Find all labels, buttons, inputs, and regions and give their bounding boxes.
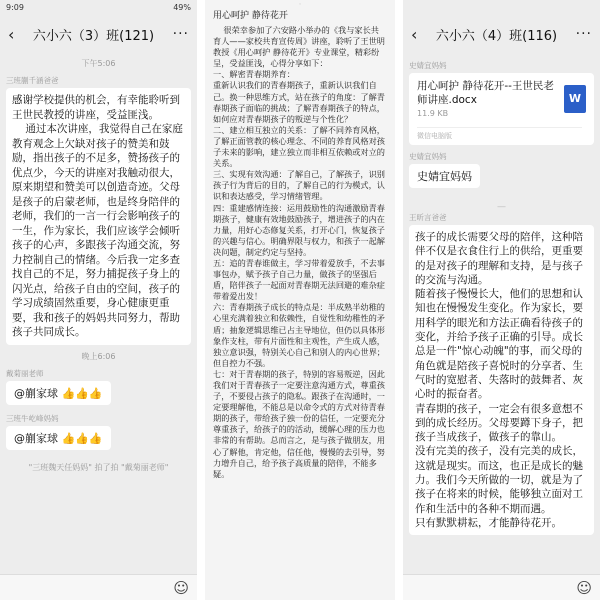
- article-body: 很荣幸参加了六安路小举办的《我与家长共育人——家校共育宣传周》讲座，聆听了王世明教授《用心呵护 静待花开》专业课堂，精彩纷呈，受益匪浅，心得分享如下： 一、解密青春期养育： 重新认识我们的青春期孩子，重新认识我们自己。换一种思维方式，站在孩子的角度：了解青春期孩子面临的挑战；了解青春期孩子的特点，如何应对青春期孩子的叛逆与个性化？ 二、建立相互独立的关系：了解不同养育风格，了解正面管教的核心理念、不同的养育风格对孩子未来的影响，建立独立而非相互依赖或对立的关系。 三、实现有效沟通：了解自己，了解孩子，识别孩子行为背后的目的，了解自己的行为模式，认识和表达感受，学习情绪管理。 四：重建感情连接：运用鼓励性的沟通激励青春期孩子，健康有效地鼓励孩子，增进孩子的内在力量，用好心态修复关系，打开心门，恢复孩子的兴趣与信心。明确界限与权力，和孩子一起解决问题，制定约定与坚持。 五：追的青春谁做主，学习带着爱放手，不去事事包办，赋予孩子自己力量，做孩子的坚强后盾，陪伴孩子一起面对青春期无法回避的难杂症带着爱出发！ 六：青春期孩子成长的特点是：半成熟半幼稚的心里充满着独立和依赖性，自觉性和幼稚性的矛盾；抽象逻辑思维已占主导地位，但仍以具体形象作支柱，带有片面性和主观性，产生成人感，独立意识强，特别关心自己和别人的内心世界；但自控力不强。 七：对于青春期的孩子，特别的容易叛逆，因此我们对于青春孩子一定要注意沟通方式，尊重孩子，不要侵占孩子的隐私。跟孩子在沟通时，一定要理解他，不能总是以命令式的方式对待青春期的孩子，带给孩子独一份的信任，一定要充分尊重孩子，给孩子的的活动，缓解心理的压力也非常的有帮助。总而言之，是与孩子做朋友，用心了解他，肯定他，信任他，慢慢的去引导，努力增升自己，给予孩子高质量的陪伴，不能多疑。: [213, 25, 385, 479]
- emoji-icon[interactable]: ☺: [576, 579, 592, 597]
- pull-handle: ·: [298, 0, 302, 10]
- input-bar[interactable]: [0, 574, 197, 600]
- message-bubble[interactable]: 孩子的成长需要父母的陪伴，这种陪伴不仅是衣食住行上的供给，更重要的是对孩子的理解和支持，是与孩子的交流与沟通。 随着孩子慢慢长大，他们的思想和认知也在慢慢发生变化。作为家长，要用科学的眼光和方法正确看待孩子的变化，并给予孩子正确的引导。成长总是一件"惊心动魄"的事，而父母的角色就是陪孩子喜悦时的分享者、生气时的宽慰者、失落时的鼓舞者、灰心时的振奋者。 青春期的孩子，一定会有很多意想不到的成长经历。父母要蹲下身子，把孩子当成孩子，做孩子的靠山。 没有完美的孩子，没有完美的成长，这就是现实。而这，也正是成长的魅力。我们今天所做的一切，就是为了孩子在将来的时候，能够独立面对工作和生活中的各种不期而遇。 只有默默耕耘，才能静待花开。: [409, 225, 594, 535]
- chat-title: 六小六（3）班(121): [32, 28, 155, 44]
- status-time: 9:09: [6, 3, 24, 12]
- sender-name: 王昕言爸爸: [409, 213, 447, 222]
- file-source: 微信电脑版: [417, 127, 582, 141]
- more-options-icon[interactable]: ···: [172, 26, 189, 42]
- message-bubble[interactable]: @蒯家球 👍👍👍: [6, 426, 111, 450]
- sender-name: 三班牛屹峰妈妈: [6, 413, 59, 423]
- timestamp: 晚上6:06: [81, 351, 116, 361]
- chat-header: [0, 16, 197, 52]
- article-screenshot: [205, 0, 395, 600]
- status-bar: [0, 0, 197, 16]
- article-heading: 用心呵护 静待花开: [213, 11, 288, 21]
- chat-header: [403, 16, 600, 52]
- chat-title: 六小六（4）班(116): [435, 28, 558, 44]
- message-bubble[interactable]: 史婧宜妈妈: [409, 164, 480, 188]
- file-size: 11.9 KB: [417, 109, 449, 118]
- message-bubble[interactable]: @蒯家球 👍👍👍: [6, 381, 111, 405]
- sender-name: 戴菊丽老师: [6, 368, 44, 378]
- system-notice: "三班魏天任妈妈" 拍了拍 "戴菊丽老师": [28, 462, 169, 472]
- file-message[interactable]: [409, 73, 594, 145]
- more-options-icon[interactable]: ···: [575, 26, 592, 42]
- emoji-icon[interactable]: ☺: [173, 579, 189, 597]
- sender-name: 三班蒯千涵爸爸: [6, 76, 59, 85]
- message-bubble[interactable]: 感谢学校提供的机会，有幸能聆听到王世民教授的讲座，受益匪浅。 通过本次讲座，我觉得自己在家庭教育观念上欠缺对孩子的赞美和鼓励，指出孩子的不足多，赞扬孩子的优点少，今天的讲座对我触动很大，原来期望和赞美可以创造奇迹。父母是孩子的启蒙老师，也是终身陪伴的老师，我们的一言一行会影响孩子的一生，作为家长，我们应该学会倾听孩子的心声，多跟孩子沟通交流，努力控制自己的情绪。今后我一定多查找自己的不足，努力捕捉孩子身上的闪光点，给孩子自由的空间，孩子的学习成绩固然重要，身心健康更重要，我和孩子的妈妈共同努力，帮助孩子共同成长。: [6, 88, 191, 345]
- divider: —: [497, 202, 506, 212]
- timestamp: 下午5:06: [81, 59, 116, 68]
- status-bar: [403, 0, 600, 16]
- back-arrow-icon[interactable]: ‹: [8, 24, 15, 44]
- file-name: 用心呵护 静待花开--王世民老师讲座.docx: [417, 80, 554, 106]
- input-bar[interactable]: [403, 574, 600, 600]
- battery-level: 49%: [173, 3, 191, 12]
- word-document-icon: W: [564, 85, 586, 113]
- chat-screenshot-class4: [403, 0, 600, 600]
- sender-name: 史婧宜妈妈: [409, 61, 447, 70]
- sender-name: 史婧宜妈妈: [409, 152, 447, 161]
- chat-screenshot-class3: [0, 0, 197, 600]
- back-arrow-icon[interactable]: ‹: [411, 24, 418, 44]
